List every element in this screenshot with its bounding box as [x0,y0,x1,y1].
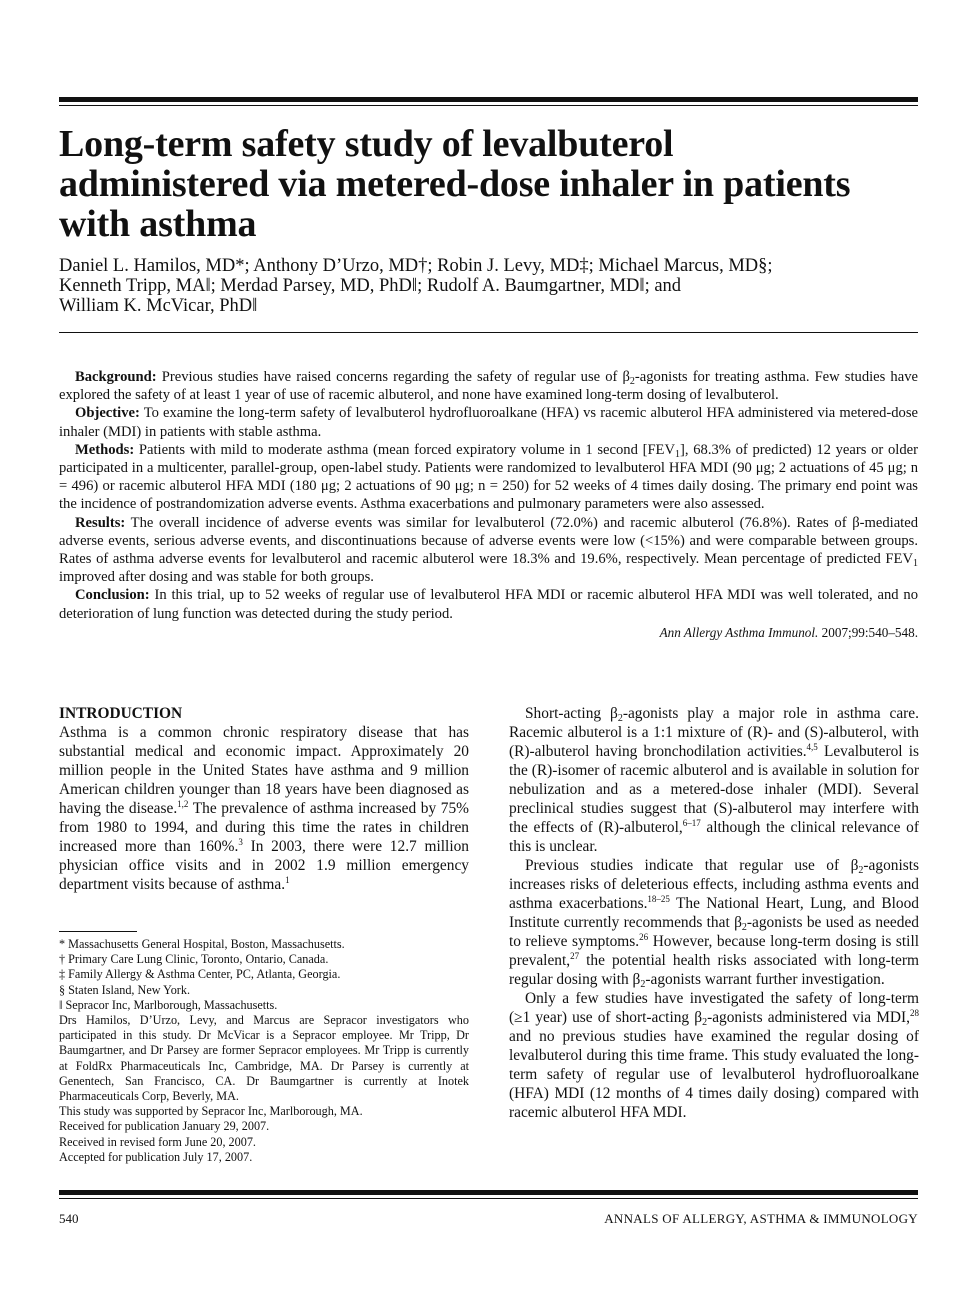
author-divider-rule [59,332,918,333]
footnote: § Staten Island, New York. [59,982,191,997]
abstract-results: Results: The overall incidence of adverse events was similar for levalbuterol (72.0%) and racemic albuterol (76.8%). Rates of β-mediated adverse events, serious adverse events, and discontinuations because of adverse events were low (<15%) and were comparable between groups. Rates of asthma adverse events for levalbuterol and racemic albuterol were 18.3% and 19.6%, respectively. Mean percentage of predicted $FEV_1$ improved after dosing and was stable for both groups. [59,514,918,586]
footnote: Accepted for publication July 17, 2007. [59,1149,253,1164]
article-title: Long-term safety study of levalbuterol administered via metered-dose inhaler in patients with asthma [59,123,851,245]
body-paragraph: Only a few studies have investigated the safety of long-term (≥1 year) use of short-acting $\beta_2$-agonists administered via MDI,$^{28}$ and no previous studies have examined the regular dosing of levalbuterol during this time frame. This study evaluated the long-term safety of regular use of levalbuterol hydrofluoroalkane (HFA) MDI (12 months of 4 times daily dosing) compared with racemic albuterol HFA MDI. [509,990,920,1121]
citation-ref: 2007;99:540–548. [818,624,918,640]
footnote-rule [59,931,137,932]
reference: 6–17 [682,818,701,828]
intro-paragraph: Asthma is a common chronic respiratory disease that has substantial medical and economic impact. Approximately 20 million people in the United States have asthma and 9 million American children younger than 18 years have been diagnosed as having the disease.$^{1,2}$ The prevalence of asthma increased by 75% from 1980 to 1994, and during this time the rates in children increased more than 160%.$^3$ In 2003, there were 12.7 million physician office visits and in 2002 1.9 million emergency department visits because of asthma.$^1$ [59,724,469,893]
citation-journal: Ann Allergy Asthma Immunol. [659,624,819,640]
reference: 26 [639,932,649,942]
journal-name: ANNALS OF ALLERGY, ASTHMA & IMMUNOLOGY [604,1211,918,1226]
background-label: Background: [75,369,157,385]
bottom-thick-rule [59,1190,918,1195]
abstract-conclusion: Conclusion: In this trial, up to 52 weeks of regular use of levalbuterol HFA MDI or racemic albuterol HFA MDI was well tolerated, and no deterioration of lung function was detected during the study period. [59,587,918,622]
footnote: † Primary Care Lung Clinic, Toronto, Ontario, Canada. [59,952,329,967]
bottom-thin-rule [59,1198,918,1199]
footnote: Drs Hamilos, D’Urzo, Levy, and Marcus are Sepracor investigators who participated in this study. Dr McVicar is a Sepracor employee. Mr Tripp, Dr Baumgartner, and Dr Parsey are former Sepracor employees. Mr Tripp is currently at FoldRx Pharmaceuticals Inc, Cambridge, MA. Dr Parsey is currently at Genentech, San Francisco, CA. Dr Baumgartner is currently at Inotek Pharmaceuticals Corp, Beverly, MA. [59,1013,469,1104]
footnote: Received for publication January 29, 2007. [59,1119,270,1134]
reference: 4,5 [806,742,818,752]
body-paragraph: Previous studies indicate that regular use of $\beta_2$-agonists increases risks of deleterious effects, including asthma events and asthma exacerbations.$^{18-25}$ The National Heart, Lung, and Blood Institute currently recommends that $\beta_2$-agonists be used as needed to relieve symptoms.$^{26}$ However, because long-term dosing is still prevalent,$^{27}$ the potential health risks associated with long-term regular dosing with $\beta_2$-agonists warrant further investigation. [509,857,919,990]
footnote: ‖ Sepracor Inc, Marlborough, Massachusetts. [59,997,278,1012]
author-line: William K. McVicar, PhD‖ [59,296,258,316]
body-paragraph: Short-acting $\beta_2$-agonists play a major role in asthma care. Racemic albuterol is a 1:1 mixture of (R)- and (S)-albuterol, with (R)-albuterol having bronchodilation activities.$^{4,5}$ Levalbuterol is the (R)-isomer of racemic albuterol and is available in solution for nebulization and as a metered-dose inhaler (MDI). Several preclinical studies suggest that (S)-albuterol may interfere with the effects of (R)-albuterol,$^{6-17}$ although the clinical relevance of this is unclear. [509,705,919,855]
abstract-methods: Methods: Patients with mild to moderate asthma (mean forced expiratory volume in 1 second $[FEV_1]$, 68.3% of predicted) 12 years or older participated in a multicenter, parallel-group, open-label study. Patients were randomized to levalbuterol HFA MDI (90 μg; 2 actuations of 45 μg; n = 496) or racemic albuterol HFA MDI (180 μg; 2 actuations of 90 μg; n = 250) for 52 weeks of 4 times daily dosing. The primary end point was the incidence of postrandomization adverse events. Asthma exacerbations and pulmonary parameters were also assessed. [59,441,918,513]
author-line: Kenneth Tripp, MA‖; Merdad Parsey, MD, PhD‖; Rudolf A. Baumgartner, MD‖; and [59,276,682,296]
section-heading-introduction: INTRODUCTION [59,705,183,722]
author-line: Daniel L. Hamilos, MD*; Anthony D’Urzo, MD†; Robin J. Levy, MD‡; Michael Marcus, MD§; [59,256,773,276]
reference: 28 [910,1008,920,1018]
reference: 1,2 [177,799,189,809]
footnote: * Massachusetts General Hospital, Boston, Massachusetts. [59,937,345,951]
abstract-background: Background: Previous studies have raised concerns regarding the safety of regular use of $\beta_2$-agonists for treating asthma. Few studies have explored the safety of at least 1 year of use of racemic albuterol, and none have examined long-term dosing of levalbuterol. [59,369,918,404]
footnotes [59,937,469,1165]
top-thick-rule [59,97,918,102]
reference: 1 [285,875,290,885]
footnote: ‡ Family Allergy & Asthma Center, PC, Atlanta, Georgia. [59,967,341,982]
abstract [59,368,918,642]
footnote: This study was supported by Sepracor Inc, Marlborough, MA. [59,1104,363,1119]
page-number: 540 [59,1211,79,1226]
top-thin-rule [59,105,918,106]
author-list [59,256,919,316]
reference: 18–25 [647,894,670,904]
citation [59,624,918,642]
reference: 27 [570,951,580,961]
reference: 3 [238,837,243,847]
results-label: Results: [75,514,126,531]
footnote: Received in revised form June 20, 2007. [59,1134,256,1149]
left-column [59,704,469,894]
right-column [509,704,919,1122]
abstract-objective: Objective: To examine the long-term safety of levalbuterol hydrofluoroalkane (HFA) vs racemic albuterol HFA administered via metered-dose inhaler (MDI) in patients with stable asthma. [59,405,918,440]
methods-label: Methods: [75,441,135,458]
conclusion-label: Conclusion: [75,587,150,604]
objective-label: Objective: [75,405,140,422]
